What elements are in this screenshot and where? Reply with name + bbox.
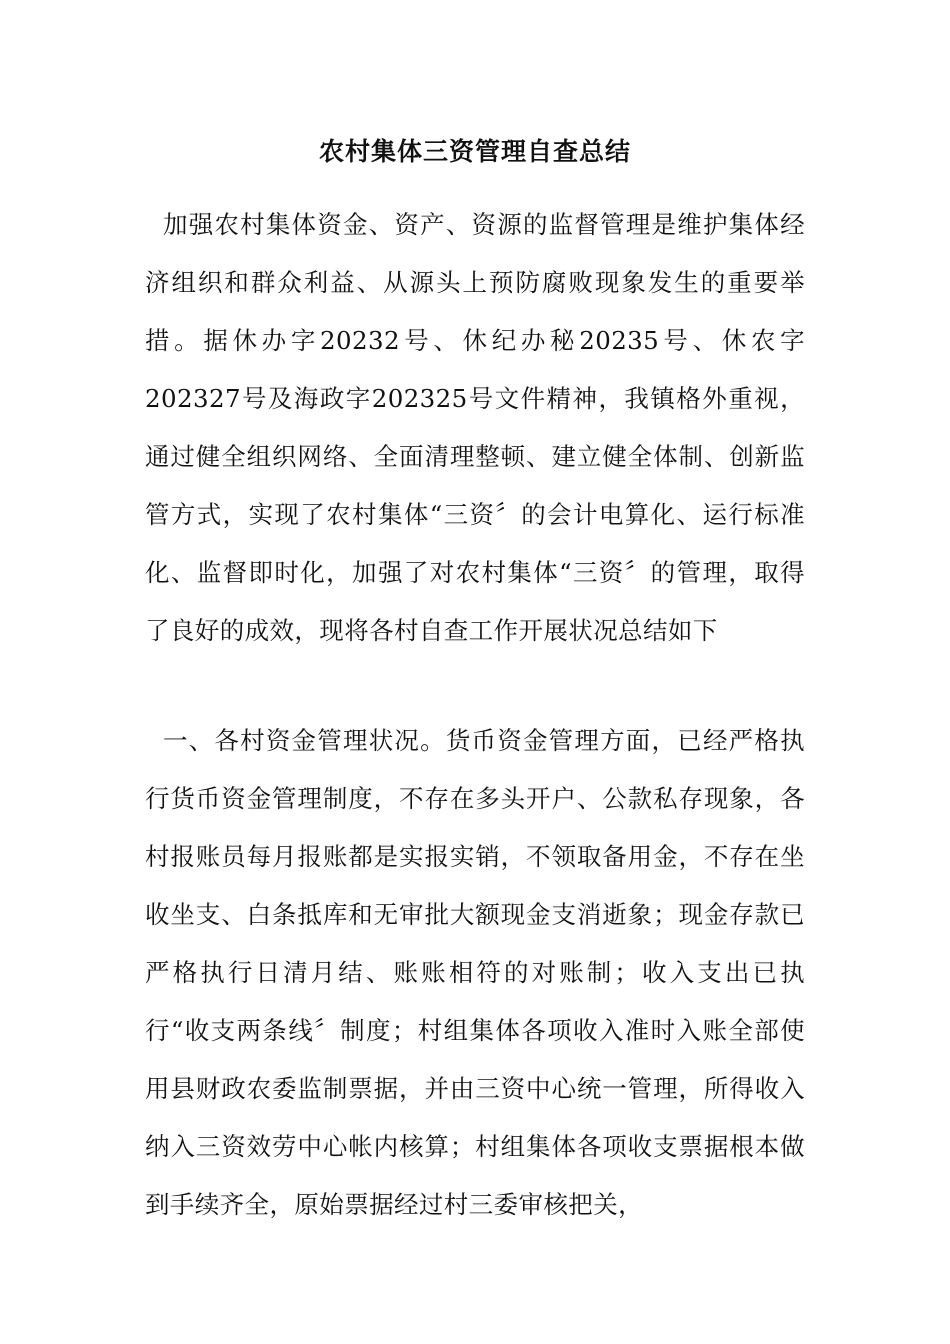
- paragraph-intro: 加强农村集体资金、资产、资源的监督管理是维护集体经济组织和群众利益、从源头上预防腐败现象发生的重要举措。据休办字20232号、休纪办秘20235号、休农字202327号及海政字202325号文件精神，我镇格外重视，通过健全组织网络、全面清理整顿、建立健全体制、创新监管方式，实现了农村集体“三资〞的会计电算化、运行标准化、监督即时化，加强了对农村集体“三资〞的管理，取得了良好的成效，现将各村自查工作开展状况总结如下: [145, 210, 805, 645]
- document-title: 农村集体三资管理自查总结: [318, 137, 631, 166]
- paragraph-section-one: 一、各村资金管理状况。货币资金管理方面，已经严格执行货币资金管理制度，不存在多头开户、公款私存现象，各村报账员每月报账都是实报实销，不领取备用金，不存在坐收坐支、白条抵库和无审批大额现金支消逝象；现金存款已严格执行日清月结、账账相符的对账制；收入支出已执行“收支两条线〞制度；村组集体各项收入准时入账全部使用县财政农委监制票据，并由三资中心统一管理，所得收入纳入三资效劳中心帐内核算；村组集体各项收支票据根本做到手续齐全，原始票据经过村三委审核把关，: [145, 726, 805, 1219]
